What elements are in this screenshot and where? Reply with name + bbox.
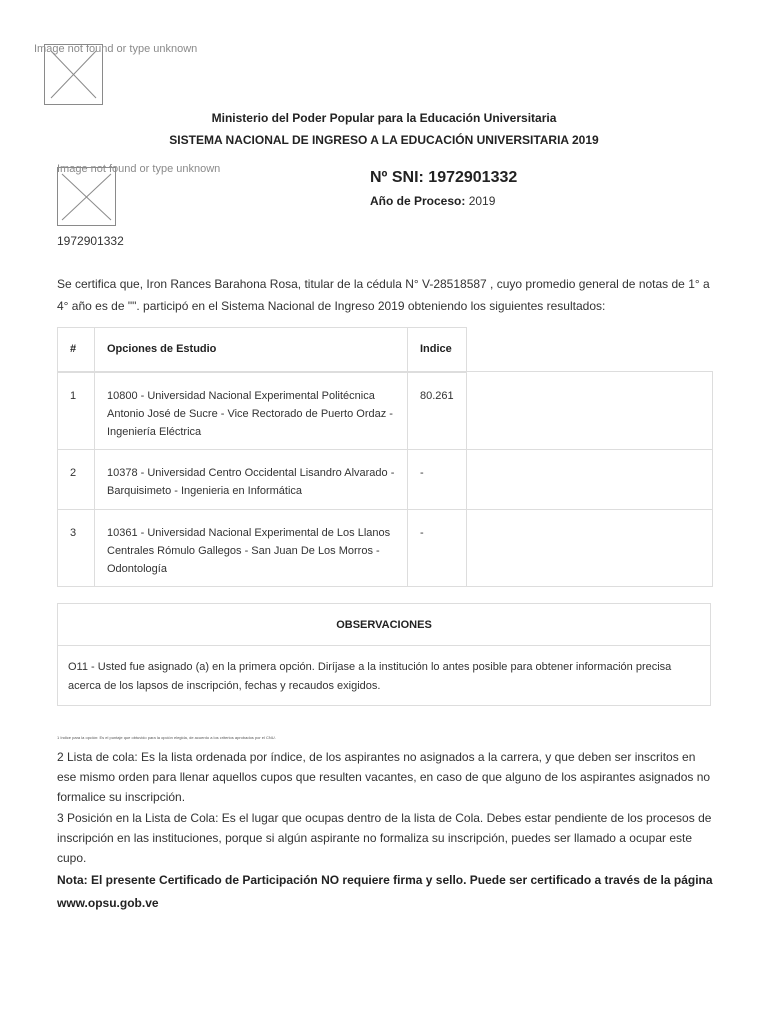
- process-year: [370, 194, 495, 208]
- column-header-index: Indice: [408, 328, 467, 372]
- barcode-number: 1972901332: [57, 234, 124, 248]
- footnotes: [57, 747, 717, 916]
- study-options-table: [57, 327, 713, 587]
- row-number: 1: [58, 372, 95, 450]
- row-empty: [467, 510, 713, 587]
- sni-number: Nº SNI: 1972901332: [370, 169, 518, 186]
- row-index: -: [408, 510, 467, 587]
- table-header-row: [58, 328, 713, 372]
- observations-title: OBSERVACIONES: [58, 604, 710, 646]
- row-number: 2: [58, 450, 95, 510]
- row-option: 10800 - Universidad Nacional Experimental Politécnica Antonio José de Sucre - Vice Rectorado de Puerto Ordaz - Ingeniería Eléctrica: [95, 372, 408, 450]
- row-empty: [467, 372, 713, 450]
- row-index: 80.261: [408, 372, 467, 450]
- observations-text: O11 - Usted fue asignado (a) en la primera opción. Diríjase a la institución lo antes posible para obtener información precisa acerca de los lapsos de inscripción, fechas y recaudos exigidos.: [68, 661, 672, 692]
- footnote-queue-list: 2 Lista de cola: Es la lista ordenada por índice, de los aspirantes no asignados a la carrera, y que deben ser inscritos en ese mismo orden para llenar aquellos cupos que resulten vacantes, en caso de que alguno de los aspirantes asignados no formalice su inscripción.: [57, 750, 711, 804]
- table-row: [58, 372, 713, 450]
- broken-image-icon: [58, 168, 115, 225]
- footnote-index: 1 Indice para la opción: Es el puntaje que obtuvido para la opción elegida, de acuerdo a los criterios aprobados por el CNU.: [57, 735, 276, 740]
- system-heading: SISTEMA NACIONAL DE INGRESO A LA EDUCACIÓN UNIVERSITARIA 2019: [169, 133, 599, 147]
- broken-barcode-image: [57, 167, 116, 226]
- certificate-text: Se certifica que, Iron Rances Barahona Rosa, titular de la cédula N° V-28518587 , cuyo promedio general de notas de 1° a 4° año es de "". participó en el Sistema Nacional de Ingreso 2019 obteniendo los siguientes resultados:: [57, 277, 710, 313]
- table-row: [58, 510, 713, 587]
- column-header-option: Opciones de Estudio: [95, 328, 408, 372]
- table-row: [58, 450, 713, 510]
- column-header-empty: [467, 328, 713, 372]
- row-option: 10378 - Universidad Centro Occidental Lisandro Alvarado - Barquisimeto - Ingenieria en Informática: [95, 450, 408, 510]
- footnote-queue-position: 3 Posición en la Lista de Cola: Es el lugar que ocupas dentro de la lista de Cola. Debes estar pendiente de los procesos de inscripción en las instituciones, porque si algún aspirante no formaliza su inscripción, puedes ser llamado a ocupar este cupo.: [57, 811, 712, 865]
- process-year-value: 2019: [468, 194, 496, 208]
- broken-barcode-alt-text: Image not found or type unknown: [57, 163, 221, 175]
- row-option: 10361 - Universidad Nacional Experimental de Los Llanos Centrales Rómulo Gallegos - San Juan De Los Morros - Odontología: [95, 510, 408, 587]
- certificate-note: Nota: El presente Certificado de Participación NO requiere firma y sello. Puede ser certificado a través de la página www.opsu.gob.ve: [57, 873, 713, 910]
- observations-panel: [57, 603, 711, 706]
- process-year-label: Año de Proceso:: [370, 194, 466, 208]
- broken-logo-alt-text: Image not found or type unknown: [34, 43, 198, 55]
- row-empty: [467, 450, 713, 510]
- row-index: -: [408, 450, 467, 510]
- row-number: 3: [58, 510, 95, 587]
- ministry-heading: Ministerio del Poder Popular para la Educación Universitaria: [211, 111, 557, 125]
- column-header-number: #: [58, 328, 95, 372]
